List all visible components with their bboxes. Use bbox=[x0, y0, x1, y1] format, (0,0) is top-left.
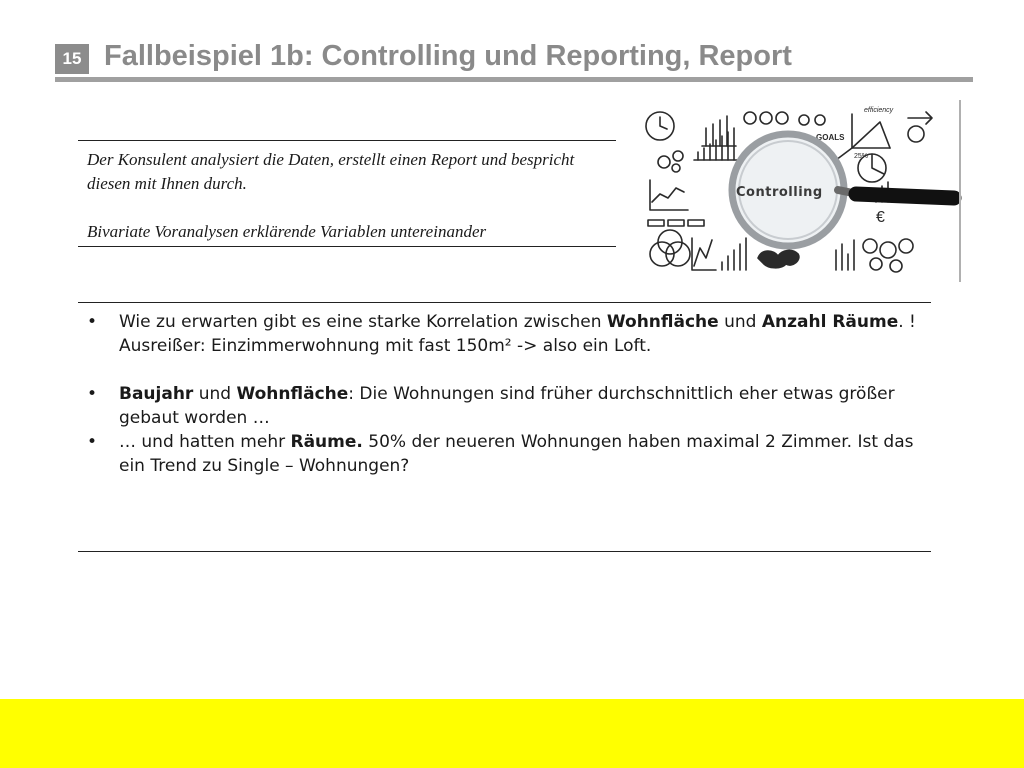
footer-bar bbox=[0, 699, 1024, 768]
bullet-item-3 bbox=[87, 430, 917, 478]
intro-text-block bbox=[87, 148, 602, 244]
controlling-illustration bbox=[640, 98, 962, 282]
content-bottom-rule bbox=[78, 551, 931, 552]
bullet-2-bold-baujahr: Baujahr bbox=[119, 384, 194, 404]
efficiency-label: efficiency bbox=[864, 107, 894, 114]
bullet-3-bold-raeume: Räume. bbox=[290, 432, 363, 452]
bullet-1-bold-anzahl-raeume: Anzahl Räume bbox=[761, 312, 899, 332]
bullet-item-1 bbox=[87, 310, 917, 358]
page-title: Fallbeispiel 1b: Controlling und Reporting, Report bbox=[104, 40, 792, 72]
bullet-2-bold-wohnflaeche: Wohnfläche bbox=[236, 384, 349, 404]
intro-top-rule bbox=[78, 140, 616, 141]
bullet-1-text-1: Wie zu erwarten gibt es eine starke Korrelation zwischen bbox=[119, 312, 607, 332]
bullet-2-text-1: und bbox=[193, 384, 237, 404]
slide-number-badge bbox=[55, 44, 89, 74]
bullet-1-bold-wohnflaeche: Wohnfläche bbox=[606, 312, 719, 332]
intro-bottom-rule bbox=[78, 246, 616, 247]
bullet-list bbox=[87, 310, 917, 478]
content-top-rule bbox=[78, 302, 931, 303]
bullet-3-text-1: … und hatten mehr bbox=[119, 432, 291, 452]
graphic-right-border bbox=[959, 100, 961, 282]
bullet-3-text-2: 50% der neueren Wohnungen haben maximal 2 Zimmer. Ist das ein Trend zu Single – Wohnungen? bbox=[119, 432, 914, 476]
goals-label: GOALS bbox=[816, 133, 845, 142]
controlling-label: Controlling bbox=[736, 185, 823, 200]
bullet-2-text-2: : Die Wohnungen sind früher durchschnittlich eher etwas größer gebaut worden … bbox=[119, 384, 895, 428]
controlling-sketch-icon bbox=[640, 98, 962, 282]
intro-line-2: Bivariate Voranalysen erklärende Variablen untereinander bbox=[87, 222, 487, 241]
title-underline bbox=[55, 77, 973, 82]
euro-symbol: € bbox=[876, 209, 885, 226]
intro-line-1: Der Konsulent analysiert die Daten, erstellt einen Report und bespricht diesen mit Ihnen durch. bbox=[87, 150, 575, 193]
percent-label: 25% bbox=[854, 153, 869, 160]
bullet-1-text-3: . ! Ausreißer: Einzimmerwohnung mit fast 150m² -> also ein Loft. bbox=[119, 312, 916, 356]
bullet-1-text-2: und bbox=[718, 312, 762, 332]
bullet-item-2 bbox=[87, 382, 917, 430]
slide-number: 15 bbox=[62, 49, 82, 68]
